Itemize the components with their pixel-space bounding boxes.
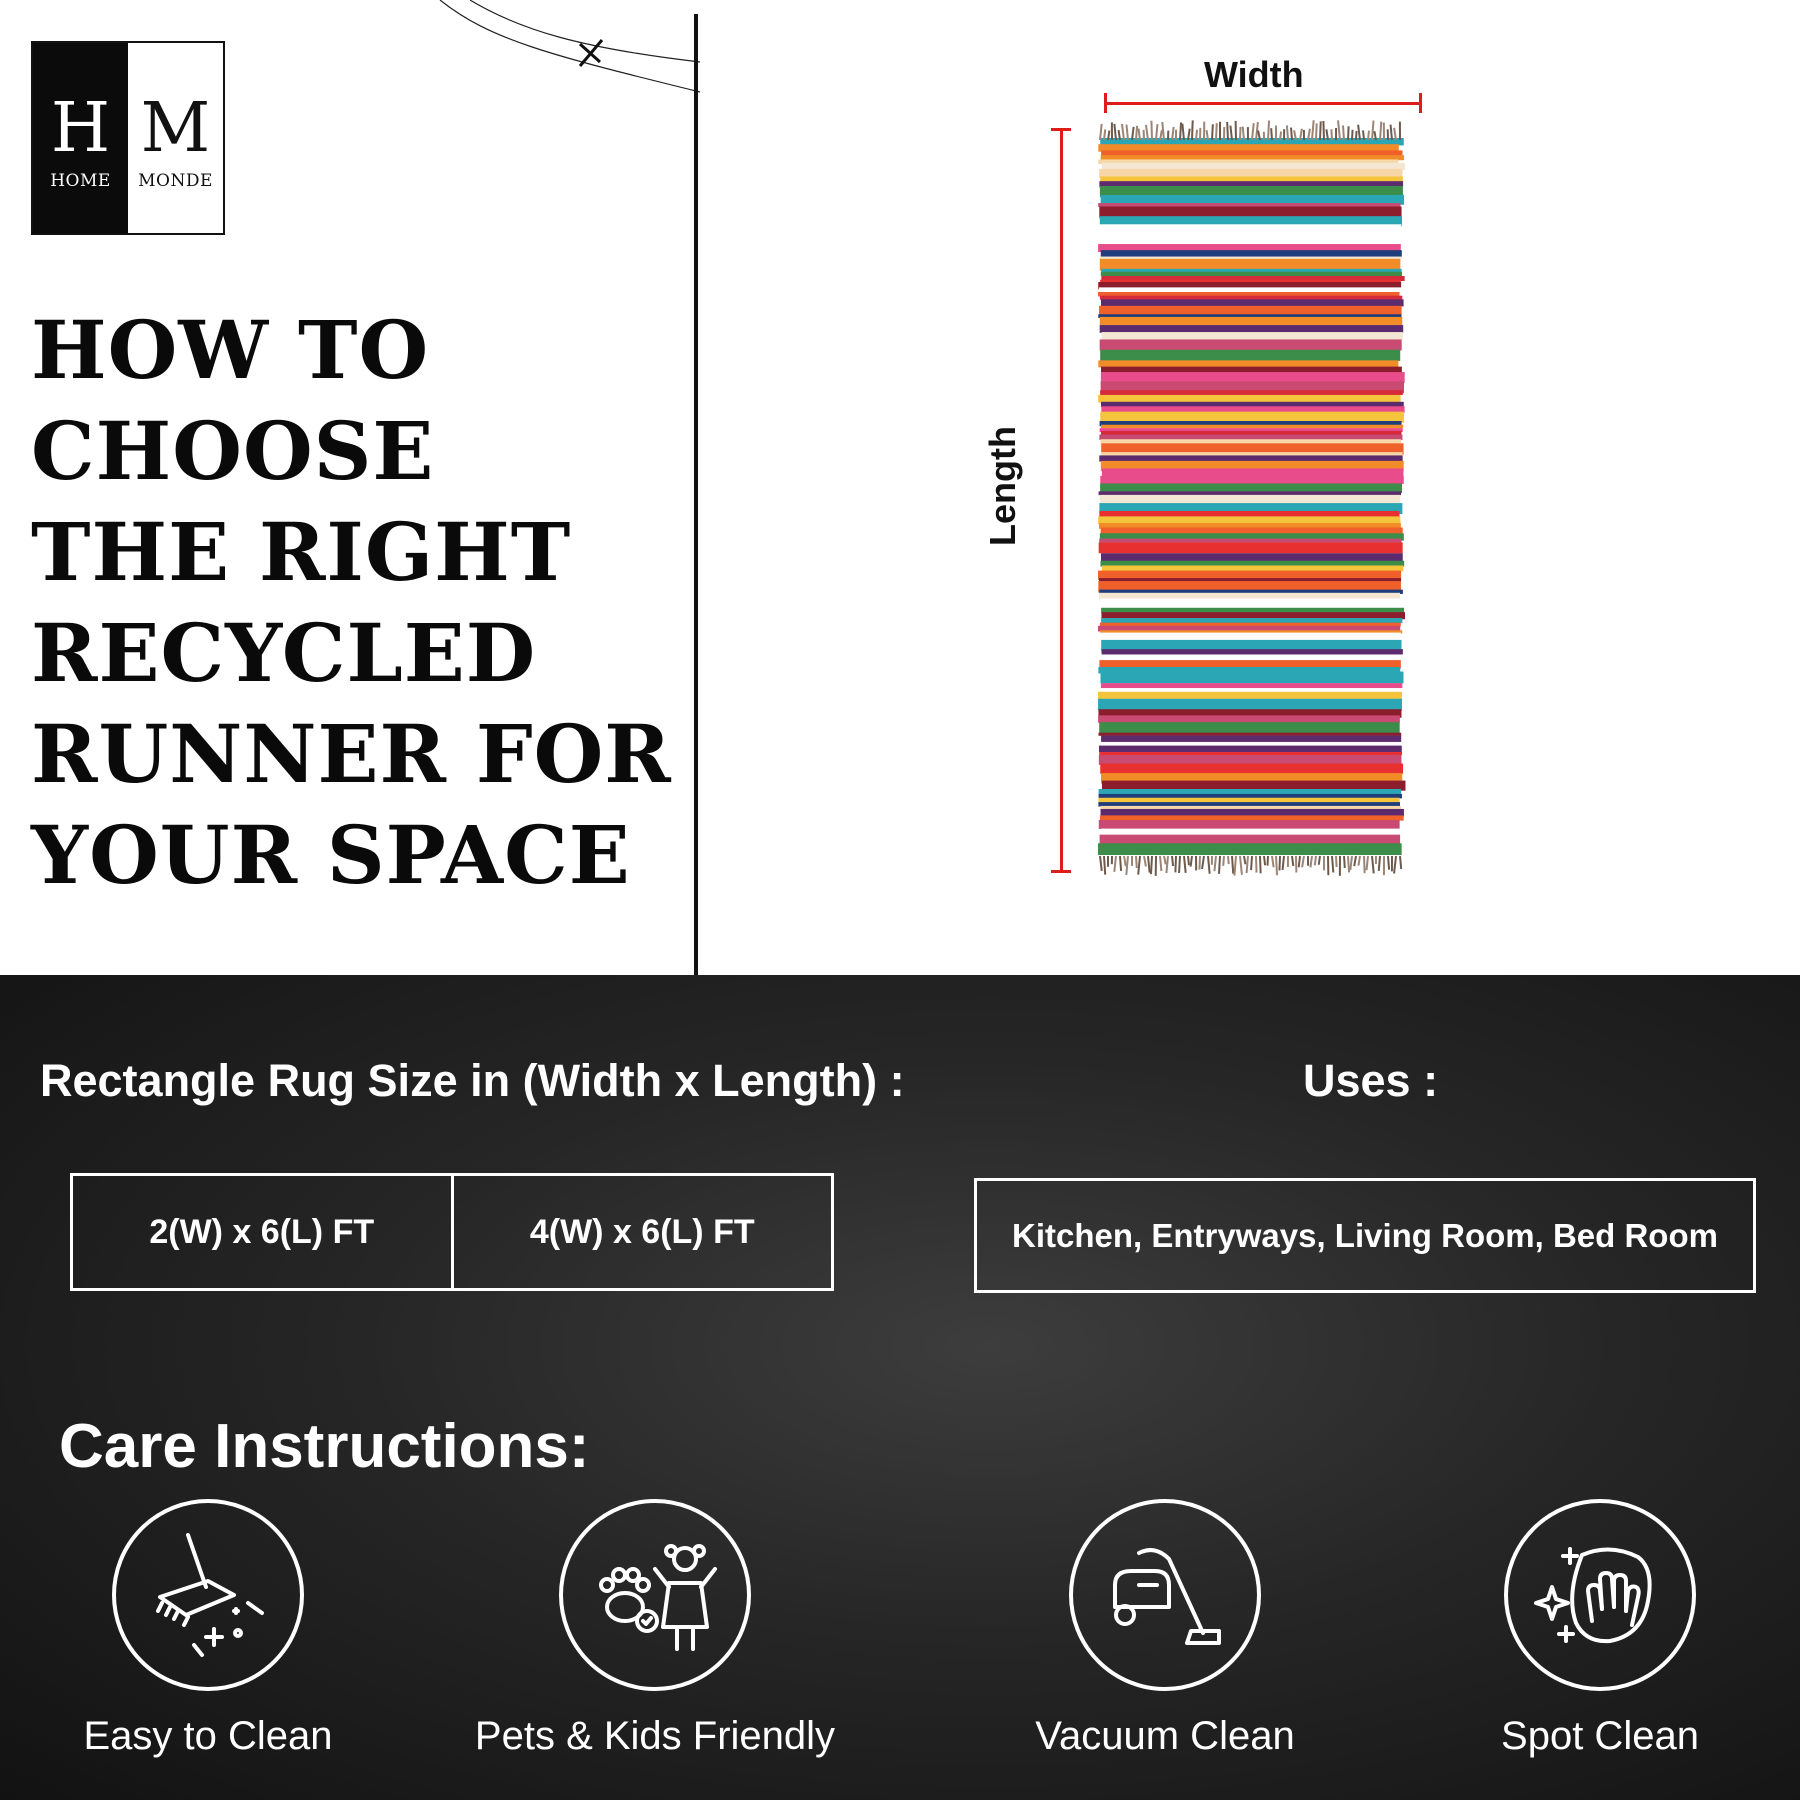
rug-fringe (1252, 123, 1254, 140)
width-dimension-line (1104, 102, 1422, 105)
care-label: Spot Clean (1501, 1714, 1699, 1758)
rug-fringe (1146, 125, 1148, 140)
rug-fringe (1230, 126, 1232, 140)
rug-stripe (1100, 296, 1402, 300)
rug-fringe (1188, 856, 1189, 865)
rug-fringe (1228, 856, 1229, 864)
rug-stripe (1102, 565, 1404, 571)
rug-fringe (1338, 120, 1340, 140)
rug-fringe (1379, 856, 1380, 871)
rug-fringe (1114, 124, 1116, 140)
rug-stripe (1101, 683, 1402, 688)
rug-stripe (1099, 455, 1402, 461)
page-headline (31, 300, 671, 906)
rug-stripe (1099, 752, 1402, 755)
rug-fringe (1391, 125, 1392, 140)
rug-fringe (1364, 856, 1365, 873)
rug-stripe (1100, 325, 1404, 333)
rug-stripe (1099, 542, 1403, 553)
uses-heading: Uses : (1303, 1055, 1439, 1106)
length-dimension-line (1060, 128, 1063, 873)
rug-fringe (1247, 856, 1248, 873)
logo-home-panel (33, 43, 128, 233)
rug-stripe (1099, 733, 1402, 736)
rug-fringe (1331, 129, 1332, 140)
rug-fringe (1244, 856, 1245, 864)
rug-stripe (1101, 618, 1402, 623)
rug-stripe (1099, 688, 1403, 692)
rug-stripe (1099, 224, 1402, 234)
rug-fringe (1100, 124, 1102, 140)
rug-fringe (1156, 124, 1157, 140)
size-options-table (70, 1173, 834, 1291)
rug-dimension-diagram (980, 40, 1460, 900)
rug-fringe (1120, 856, 1121, 871)
rug-stripe (1098, 843, 1402, 855)
rug-fringe (1356, 131, 1357, 140)
rug-fringe (1363, 130, 1364, 140)
rug-stripe (1100, 815, 1404, 820)
logo-monde-panel (128, 43, 223, 233)
rug-fringe (1180, 122, 1181, 140)
width-dimension-cap (1419, 93, 1422, 113)
rug-fringe (1162, 122, 1164, 140)
rug-stripe (1099, 755, 1402, 765)
rug-stripe (1102, 234, 1403, 246)
logo-letter-m: M (140, 89, 211, 168)
logo-word-monde: MONDE (138, 171, 213, 191)
headline-line: CHOOSE (31, 404, 435, 498)
rug-fringe (1299, 856, 1300, 867)
headline-line: THE RIGHT (31, 505, 572, 599)
rug-stripe (1100, 350, 1400, 361)
rug-stripe (1098, 699, 1402, 711)
rug-stripe (1101, 272, 1402, 276)
brand-logo (31, 41, 225, 235)
logo-letter-h: H (50, 89, 111, 168)
rug-stripe (1101, 402, 1404, 407)
rug-stripe (1100, 390, 1403, 395)
rug-fringe (1315, 856, 1316, 865)
rug-stripe (1101, 431, 1402, 435)
rug-fringe (1151, 856, 1152, 874)
rug-fringe (1358, 125, 1360, 140)
rug-fringe (1232, 856, 1233, 874)
rug-stripe (1102, 163, 1405, 170)
rug-fringe (1243, 127, 1244, 140)
rug-fringe (1332, 856, 1333, 872)
width-dimension-cap (1104, 93, 1107, 113)
rug-fringe (1292, 856, 1293, 866)
rug-fringe (1160, 856, 1161, 871)
rug-fringe (1126, 125, 1128, 140)
rug-stripe (1100, 339, 1402, 350)
care-item-spot-clean (1400, 1499, 1800, 1769)
rug-fringe (1219, 856, 1220, 874)
rug-stripe (1099, 511, 1399, 517)
rug-fringe (1352, 130, 1353, 140)
rug-fringe (1104, 129, 1105, 140)
rug-fringe (1104, 856, 1105, 875)
rug-fringe (1136, 126, 1137, 140)
rug-stripe (1098, 715, 1400, 722)
rug-fringe (1344, 856, 1345, 868)
rug-stripe (1100, 176, 1403, 181)
rug-stripe (1101, 654, 1404, 660)
rug-stripe (1099, 722, 1399, 734)
size-heading: Rectangle Rug Size in (Width x Length) : (40, 1055, 905, 1106)
rug-stripe (1100, 764, 1403, 774)
rug-stripe (1101, 250, 1402, 257)
care-item-vacuum (965, 1499, 1365, 1769)
rug-fringe (1264, 856, 1265, 865)
rug-stripe (1098, 203, 1400, 207)
care-heading: Care Instructions: (59, 1412, 590, 1481)
rug-fringe (1260, 856, 1261, 873)
headline-line: RUNNER FOR (31, 707, 672, 801)
rug-fringe (1251, 856, 1252, 870)
vacuum-icon (1095, 1525, 1235, 1665)
rug-stripe (1099, 820, 1400, 829)
rug-fringe (1271, 128, 1272, 140)
rug-fringe (1276, 856, 1277, 875)
rug-fringe (1388, 856, 1389, 870)
rug-stripe (1098, 395, 1400, 403)
vertical-divider (694, 14, 698, 982)
rug-fringe (1191, 856, 1192, 867)
rug-stripe (1098, 360, 1398, 367)
length-dimension-cap (1051, 870, 1071, 873)
rug-fringe (1151, 121, 1152, 140)
rug-fringe (1320, 121, 1321, 140)
rug-fringe (1122, 124, 1124, 140)
rug-fringe (1179, 856, 1180, 873)
rug-fringe (1280, 131, 1281, 140)
rug-stripe (1099, 306, 1402, 315)
care-item-easy-clean (8, 1499, 408, 1769)
rug-stripe (1101, 809, 1404, 817)
care-icon-circle (1504, 1499, 1696, 1691)
rug-stripe (1101, 829, 1403, 835)
rug-fringe (1323, 121, 1324, 140)
rug-fringe (1343, 125, 1344, 140)
rug-stripe (1099, 491, 1401, 495)
rug-fringe (1400, 856, 1401, 869)
decorative-lines (430, 0, 710, 110)
rug-fringe (1227, 122, 1228, 140)
rug-stripe (1101, 425, 1403, 429)
length-label: Length (982, 426, 1023, 546)
rug-fringe (1212, 124, 1213, 140)
rug-image (1096, 118, 1408, 888)
care-label: Vacuum Clean (1035, 1714, 1295, 1758)
rug-fringe (1207, 130, 1208, 140)
rug-fringe (1192, 120, 1193, 140)
rug-fringe (1336, 856, 1337, 867)
rug-fringe (1348, 856, 1349, 872)
rug-fringe (1223, 856, 1224, 866)
care-label: Pets & Kids Friendly (474, 1714, 836, 1758)
rug-stripe (1100, 317, 1402, 325)
rug-fringe (1291, 128, 1292, 140)
rug-fringe (1268, 121, 1269, 140)
rug-fringe (1316, 123, 1317, 140)
rug-stripe (1100, 672, 1403, 684)
logo-word-home: HOME (50, 171, 111, 191)
rug-fringe (1372, 121, 1374, 140)
headline-line: RECYCLED (31, 606, 537, 700)
rug-stripe (1099, 539, 1401, 543)
rug-stripe (1101, 299, 1404, 306)
rug-fringe (1136, 856, 1137, 868)
rug-fringe (1380, 122, 1381, 140)
length-dimension-cap (1051, 128, 1071, 131)
rug-fringe (1368, 131, 1369, 140)
rug-stripe (1102, 332, 1403, 339)
rug-stripe (1098, 802, 1400, 806)
rug-fringe (1196, 130, 1197, 140)
headline-line: HOW TO (31, 303, 430, 397)
paw-and-child-icon (585, 1525, 725, 1665)
mop-icon (138, 1525, 278, 1665)
rug-stripe (1099, 593, 1400, 600)
size-option: 4(W) x 6(L) FT (451, 1176, 832, 1288)
bottom-section (0, 975, 1800, 1800)
size-option: 2(W) x 6(L) FT (149, 1212, 375, 1251)
headline-line: YOUR SPACE (31, 808, 631, 902)
uses-value: Kitchen, Entryways, Living Room, Bed Room (974, 1178, 1756, 1293)
care-icon-circle (559, 1499, 751, 1691)
rug-stripe (1100, 476, 1404, 484)
rug-fringe (1199, 856, 1200, 870)
rug-fringe (1348, 126, 1349, 140)
rug-fringe (1216, 123, 1217, 140)
rug-fringe (1256, 856, 1257, 873)
rug-stripe (1099, 746, 1402, 752)
rug-fringe (1279, 856, 1280, 870)
care-icon-circle (1069, 1499, 1261, 1691)
rug-fringe (1287, 125, 1288, 140)
rug-fringe (1312, 120, 1314, 140)
care-label: Easy to Clean (83, 1714, 333, 1758)
width-label: Width (1204, 54, 1304, 95)
rug-stripe (1100, 835, 1401, 844)
rug-fringe (1182, 124, 1184, 140)
rug-stripe (1099, 578, 1401, 582)
rug-fringe (1172, 856, 1173, 866)
rug-fringe (1175, 856, 1176, 872)
care-item-pets-kids (455, 1499, 855, 1769)
hand-wipe-icon (1530, 1525, 1670, 1665)
care-icon-circle (112, 1499, 304, 1691)
rug-fringe (1108, 131, 1109, 140)
rug-fringe (1319, 856, 1320, 865)
